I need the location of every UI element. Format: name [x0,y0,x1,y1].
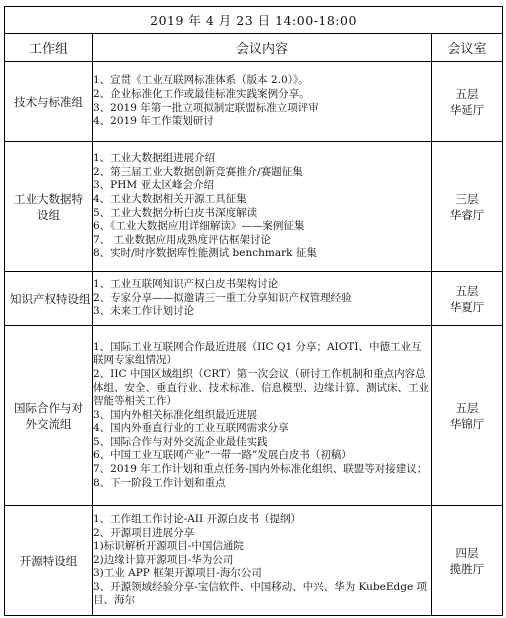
group-name-text: 工业大数据特设组 [14,191,83,222]
table-row [5,326,503,506]
group-name: 知识产权特设组 [5,272,93,326]
list-item: 3、开源领域经验分享-宝信软件、中国移动、中兴、华为 KubeEdge 项目、海尔 [93,580,428,607]
header-row [5,34,503,62]
room-cell [432,326,503,506]
group-name: 技术与标准组 [5,62,93,142]
room-cell [432,506,503,616]
list-item: 1、工业大数据组进展介绍 [93,152,216,165]
list-item: 3、PHM 亚太区峰会介绍 [93,179,214,192]
room-cell [432,62,503,142]
group-name: 开源特设组 [5,506,93,616]
list-item: 3、2019 年第一批立项拟制定联盟标准立项评审 [93,101,319,114]
list-item: 5、工业大数据分析白皮书深度解读 [93,206,258,219]
list-item: 1、国际工业互联网合作最近进展（IIC Q1 分享；AIOTI、中德工业互联网专家组情况） [93,340,422,367]
list-item: 2、开源项目进展分享 [93,526,195,539]
room-name: 华延厅 [449,102,485,117]
room-floor: 五层 [455,86,479,101]
header-content: 会议内容 [93,34,432,62]
content-list [93,272,432,326]
room-cell [432,142,503,272]
room-name: 华睿厅 [449,207,485,222]
room-floor: 五层 [455,400,479,415]
list-item: 8、下一阶段工作计划和重点 [93,476,226,489]
list-item: 7、2019 年工作计划和重点任务-国内外标准化组织、联盟等对接建议； [93,463,428,476]
room-name: 华锦厅 [449,416,485,431]
list-item: 2)边缘计算开源项目-华为公司 [93,553,234,566]
list-item: 8、实时/时序数据库性能测试 benchmark 征集 [93,247,317,260]
group-name [5,142,93,272]
room-floor: 三层 [455,191,479,206]
meeting-schedule-table [4,6,503,616]
list-item: 4、国内外垂直行业的工业互联网需求分享 [93,422,289,435]
content-list [93,142,432,272]
list-item: 1、工业互联网知识产权白皮书架构讨论 [93,278,279,291]
list-item: 2、专家分享——拟邀请三一重工分享知识产权管理经验 [93,291,352,304]
table-row [5,506,503,616]
room-floor: 五层 [455,283,479,298]
room-cell [432,272,503,326]
content-list [93,506,432,616]
list-item: 4、工业大数据相关开源工具征集 [93,192,247,205]
list-item: 1)标识解析开源项目-中国信通院 [93,540,244,553]
list-item: 2、IIC 中国区域组织（CRT）第一次会议（研讨工作机制和重点内容总体组、安全、垂直行业、技术标准、信息模型、边缘计算、测试床、工业智能等相关工作） [93,367,429,408]
header-group: 工作组 [5,34,93,62]
list-item: 2、第三届工业大数据创新竞赛推介/赛题征集 [93,165,303,178]
list-item: 1、宣贯《工业互联网标准体系（版本 2.0）》。 [93,74,309,87]
group-name-text: 国际合作与对外交流组 [14,400,83,431]
room-floor: 四层 [455,545,479,560]
content-list [93,62,432,142]
table-row [5,62,503,142]
list-item: 2、企业标准化工作或最佳标准实践案例分享。 [93,87,310,100]
list-item: 7、 工业数据应用成熟度评估框架讨论 [93,233,272,246]
date-row [5,7,503,34]
group-name [5,326,93,506]
list-item: 4、2019 年工作策划研讨 [93,115,214,128]
list-item: 1、工作组工作讨论-AII 开源白皮书（提纲） [93,512,301,525]
list-item: 6、中国工业互联网产业“一带一路”发展白皮书（初稿） [93,449,352,462]
list-item: 6、《工业大数据应用详细解读》——案例征集 [93,220,305,233]
list-item: 3、国内外相关标准化组织最近进展 [93,408,258,421]
content-list [93,326,432,506]
list-item: 3、未来工作计划讨论 [93,305,195,318]
room-name: 揽胜厅 [449,561,485,576]
date-time-heading: 2019 年 4 月 23 日 14:00-18:00 [5,7,503,34]
table-row [5,272,503,326]
list-item: 5、国际合作与对外交流企业最佳实践 [93,435,268,448]
room-name: 华夏厅 [449,299,485,314]
list-item: 3)工业 APP 框架开源项目-海尔公司 [93,567,262,580]
table-row [5,142,503,272]
header-room: 会议室 [432,34,503,62]
